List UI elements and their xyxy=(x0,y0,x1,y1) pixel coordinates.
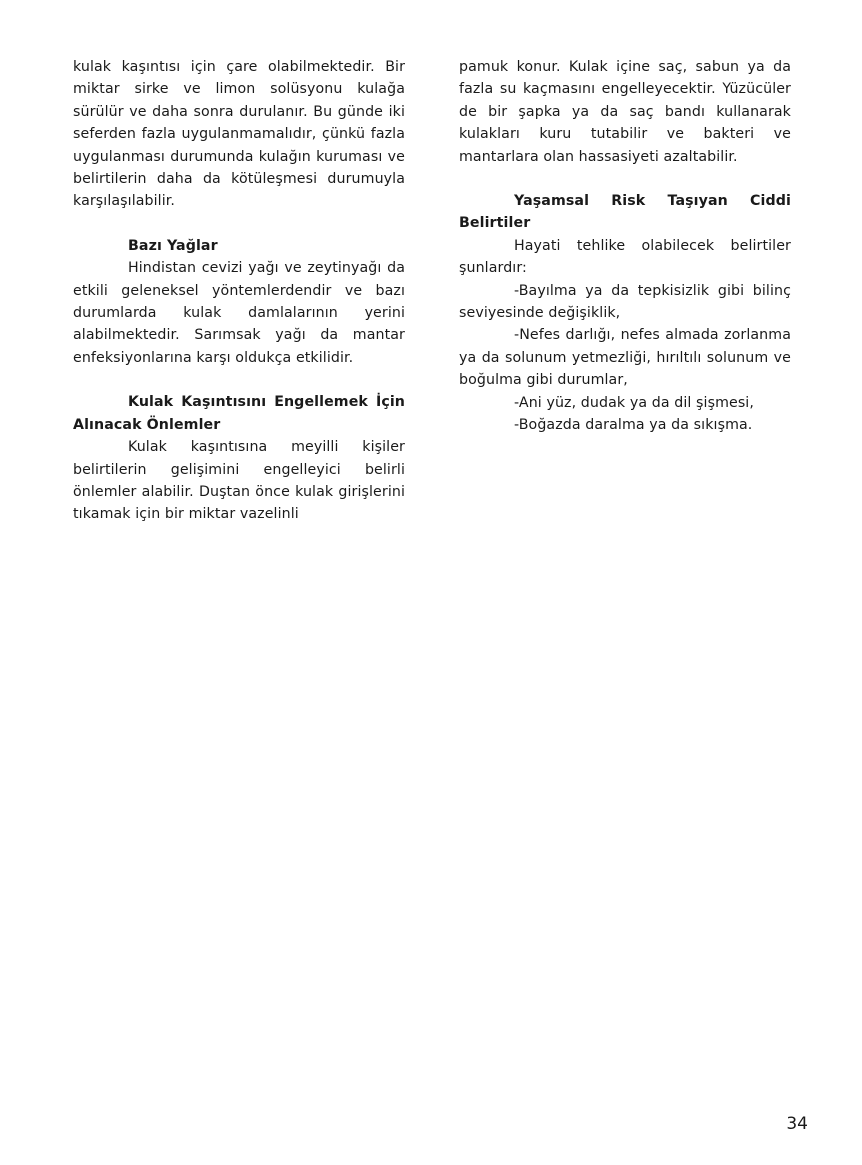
left-column xyxy=(73,56,405,526)
prevention-heading: Kulak Kaşıntısını Engellemek İçin Alınacak Önlemler xyxy=(73,394,405,433)
risk-item: -Bayılma ya da tepkisizlik gibi bilinç seviyesinde değişiklik, xyxy=(459,282,791,322)
oils-heading: Bazı Yağlar xyxy=(128,237,218,254)
risk-item: -Boğazda daralma ya da sıkışma. xyxy=(514,417,753,434)
risk-heading: Yaşamsal Risk Taşıyan Ciddi Belirtiler xyxy=(459,193,791,232)
intro-paragraph: kulak kaşıntısı için çare olabilmektedir. Bir miktar sirke ve limon solüsyonu kulağa sürülür ve daha sonra durulanır. Bu günde iki seferden fazla uygulanmamalıdır, çünkü fazla uygulanması durumunda kulağın kuruması ve belirtilerin daha da kötüleşmesi durumuyla karşılaşılabilir. xyxy=(73,59,405,210)
page-number: 34 xyxy=(786,1114,808,1134)
risk-item: -Ani yüz, dudak ya da dil şişmesi, xyxy=(514,394,754,411)
continuation-paragraph: pamuk konur. Kulak içine saç, sabun ya da fazla su kaçmasını engelleyecektir. Yüzücüler de bir şapka ya da saç bandı kullanarak kulakları kuru tutabilir ve bakteri ve mantarlara olan hassasiyeti azaltabilir. xyxy=(459,59,791,165)
prevention-paragraph: Kulak kaşıntısına meyilli kişiler belirtilerin gelişimini engelleyici belirli önlemler alabilir. Duştan önce kulak girişlerini tıkamak için bir miktar vazelinli xyxy=(73,439,405,523)
risk-item: -Nefes darlığı, nefes almada zorlanma ya da solunum yetmezliği, hırıltılı solunum ve boğulma gibi durumlar, xyxy=(459,327,791,389)
right-column xyxy=(459,56,791,437)
oils-paragraph: Hindistan cevizi yağı ve zeytinyağı da etkili geleneksel yöntemlerdendir ve bazı durumlarda kulak damlalarının yerini alabilmektedir. Sarımsak yağı da mantar enfeksiyonlarına karşı oldukça etkilidir. xyxy=(73,260,405,366)
risk-intro: Hayati tehlike olabilecek belirtiler şunlardır: xyxy=(459,237,791,277)
